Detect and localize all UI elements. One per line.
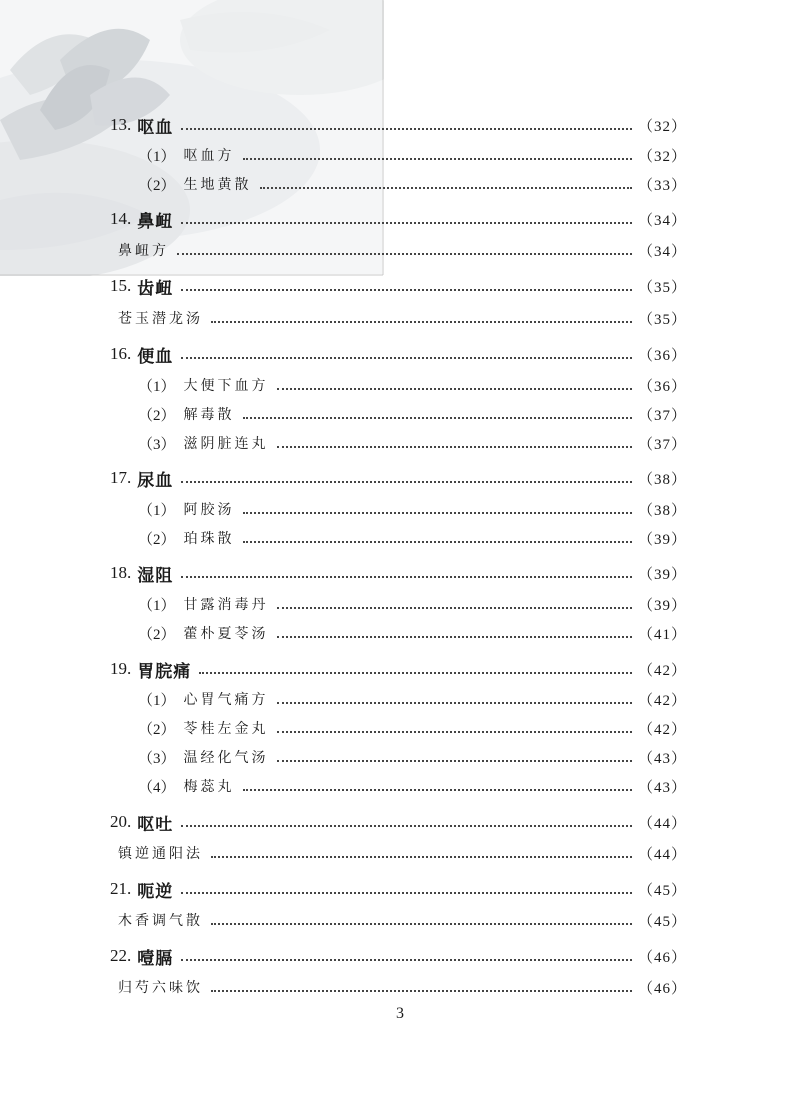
sub-title: 鼻衄方 [118, 243, 169, 259]
toc-sub-entry[interactable] [118, 909, 687, 931]
sub-index: （2） [138, 626, 176, 643]
dot-leader [211, 923, 632, 925]
dot-leader [277, 760, 632, 762]
dot-leader [211, 990, 632, 992]
heading-number: 18. [110, 563, 132, 582]
heading-number: 14. [110, 209, 132, 228]
sub-index: （1） [138, 378, 176, 395]
toc-sub-entry[interactable] [118, 144, 687, 166]
sub-title: 甘露消毒丹 [183, 597, 269, 613]
dot-leader [181, 357, 632, 359]
sub-title: 呕血方 [183, 148, 235, 164]
dot-leader [277, 388, 632, 390]
heading-number: 22. [110, 946, 132, 965]
heading-number: 19. [110, 659, 132, 678]
heading-title: 胃脘痛 [137, 661, 192, 682]
sub-index: （2） [138, 177, 176, 194]
dot-leader [211, 321, 632, 323]
toc-sub-entry[interactable] [118, 717, 687, 739]
sub-index: （1） [138, 692, 176, 709]
toc-sub-entry[interactable] [118, 593, 687, 615]
heading-title: 湿阻 [137, 565, 174, 586]
sub-title: 温经化气汤 [183, 750, 269, 766]
toc-sub-entry[interactable] [118, 775, 687, 797]
toc-sub-entry[interactable] [118, 746, 687, 768]
dot-leader [181, 825, 632, 827]
dot-leader [181, 576, 632, 578]
heading-title: 鼻衄 [137, 211, 174, 232]
dot-leader [181, 481, 632, 483]
sub-title: 心胃气痛方 [183, 692, 269, 708]
page-ref: （38） [637, 471, 687, 488]
toc-heading-17[interactable] [110, 466, 687, 490]
sub-index: （2） [138, 721, 176, 738]
sub-title: 藿朴夏苓汤 [183, 626, 269, 642]
page-ref: （38） [637, 502, 687, 519]
page-ref: （43） [637, 750, 687, 767]
sub-index: （4） [138, 779, 176, 796]
toc-sub-entry[interactable] [118, 432, 687, 454]
page-ref: （42） [637, 721, 687, 738]
page-ref: （44） [637, 846, 687, 863]
heading-number: 16. [110, 344, 132, 363]
dot-leader [243, 417, 632, 419]
heading-title: 呃逆 [137, 881, 174, 902]
page-ref: （46） [637, 980, 687, 997]
heading-title: 呕血 [137, 117, 174, 138]
heading-title: 便血 [137, 346, 174, 367]
page-ref: （42） [637, 662, 687, 679]
toc-sub-entry[interactable] [118, 173, 687, 195]
dot-leader [243, 158, 632, 160]
page-ref: （44） [637, 815, 687, 832]
heading-number: 15. [110, 276, 132, 295]
page-ref: （37） [637, 436, 687, 453]
dot-leader [277, 636, 632, 638]
page-ref: （35） [637, 279, 687, 296]
sub-title: 大便下血方 [183, 378, 269, 394]
sub-title: 苓桂左金丸 [183, 721, 269, 737]
sub-index: （3） [138, 436, 176, 453]
page-ref: （42） [637, 692, 687, 709]
sub-index: （3） [138, 750, 176, 767]
heading-title: 齿衄 [137, 278, 174, 299]
toc-heading-20[interactable] [110, 810, 687, 834]
dot-leader [243, 512, 632, 514]
page-ref: （45） [637, 882, 687, 899]
page-ref: （36） [637, 347, 687, 364]
heading-number: 13. [110, 115, 132, 134]
dot-leader [181, 892, 632, 894]
heading-number: 21. [110, 879, 132, 898]
sub-title: 珀珠散 [183, 531, 235, 547]
page-ref: （37） [637, 407, 687, 424]
page-ref: （39） [637, 531, 687, 548]
page-ref: （32） [637, 148, 687, 165]
dot-leader [181, 289, 632, 291]
toc-heading-21[interactable] [110, 877, 687, 901]
page-ref: （36） [637, 378, 687, 395]
sub-title: 苍玉潜龙汤 [118, 311, 203, 327]
toc-sub-entry[interactable] [118, 976, 687, 998]
dot-leader [181, 222, 632, 224]
toc-sub-entry[interactable] [118, 498, 687, 520]
page-ref: （32） [637, 118, 687, 135]
dot-leader [277, 446, 632, 448]
toc-heading-14[interactable] [110, 207, 687, 231]
toc-heading-15[interactable] [110, 274, 687, 298]
toc-heading-13[interactable] [110, 113, 687, 137]
dot-leader [181, 959, 632, 961]
sub-title: 生地黄散 [183, 177, 252, 193]
sub-title: 滋阴脏连丸 [183, 436, 269, 452]
sub-index: （1） [138, 597, 176, 614]
sub-index: （2） [138, 531, 176, 548]
sub-index: （1） [138, 148, 176, 165]
sub-title: 镇逆通阳法 [118, 846, 203, 862]
dot-leader [211, 856, 632, 858]
sub-index: （1） [138, 502, 176, 519]
sub-title: 解毒散 [183, 407, 235, 423]
sub-title: 阿胶汤 [183, 502, 235, 518]
toc-sub-entry[interactable] [118, 374, 687, 396]
heading-number: 20. [110, 812, 132, 831]
page-ref: （34） [637, 243, 687, 260]
sub-title: 归芍六味饮 [118, 980, 203, 996]
toc-heading-19[interactable] [110, 657, 687, 681]
sub-title: 梅蕊丸 [183, 779, 235, 795]
sub-title: 木香调气散 [118, 913, 203, 929]
dot-leader [199, 672, 632, 674]
toc-sub-entry[interactable] [118, 403, 687, 425]
page-ref: （45） [637, 913, 687, 930]
sub-index: （2） [138, 407, 176, 424]
dot-leader [243, 541, 632, 543]
toc-sub-entry[interactable] [118, 307, 687, 329]
dot-leader [277, 731, 632, 733]
toc-heading-22[interactable] [110, 944, 687, 968]
toc-sub-entry[interactable] [118, 842, 687, 864]
toc-sub-entry[interactable] [118, 622, 687, 644]
page-ref: （39） [637, 566, 687, 583]
page-ref: （34） [637, 212, 687, 229]
page-ref: （39） [637, 597, 687, 614]
heading-title: 呕吐 [137, 814, 174, 835]
dot-leader [181, 128, 632, 130]
dot-leader [277, 702, 632, 704]
toc-sub-entry[interactable] [118, 527, 687, 549]
dot-leader [277, 607, 632, 609]
heading-number: 17. [110, 468, 132, 487]
page-number: 3 [396, 1005, 404, 1022]
toc-heading-16[interactable] [110, 342, 687, 366]
toc-sub-entry[interactable] [118, 239, 687, 261]
page-ref: （43） [637, 779, 687, 796]
heading-title: 噎膈 [137, 948, 174, 969]
toc-heading-18[interactable] [110, 561, 687, 585]
toc-sub-entry[interactable] [118, 688, 687, 710]
heading-title: 尿血 [137, 470, 174, 491]
dot-leader [243, 789, 632, 791]
page-ref: （46） [637, 949, 687, 966]
page-ref: （35） [637, 311, 687, 328]
dot-leader [177, 253, 632, 255]
dot-leader [260, 187, 632, 189]
page-ref: （41） [637, 626, 687, 643]
page-ref: （33） [637, 177, 687, 194]
